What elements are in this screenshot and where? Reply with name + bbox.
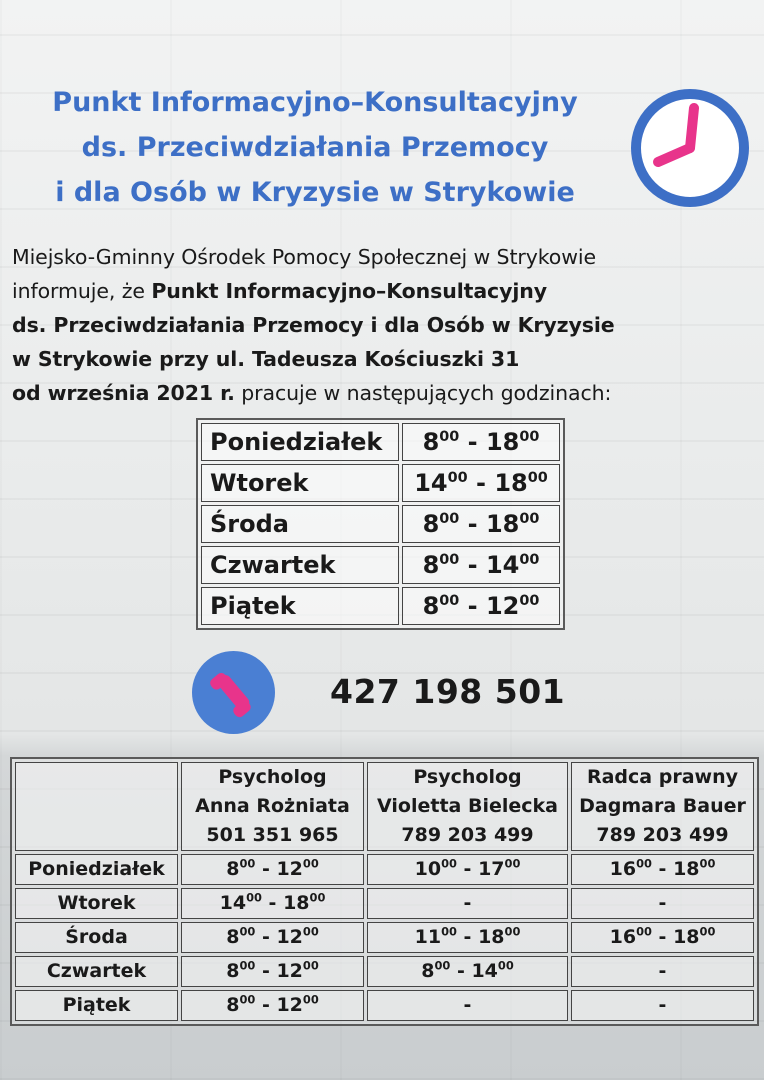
from-minute: 00 (439, 593, 460, 609)
to-hour: 17 (478, 858, 505, 880)
clock-icon (628, 86, 752, 210)
intro-line-1: Miejsko-Gminny Ośrodek Pomocy Społecznej w Strykowie (12, 245, 597, 269)
to-minute: 00 (527, 470, 548, 486)
intro-text (12, 240, 760, 410)
no-hours-dash: - (463, 994, 472, 1016)
from-hour: 16 (609, 858, 637, 880)
from-hour: 8 (226, 994, 240, 1016)
from-hour: 8 (422, 510, 440, 538)
to-minute: 00 (302, 856, 319, 871)
to-minute: 00 (699, 856, 716, 871)
staff-header-3 (571, 762, 754, 851)
to-hour: 12 (276, 926, 303, 948)
staff-row (15, 922, 754, 953)
title-line-2: ds. Przeciwdziałania Przemocy (81, 132, 549, 163)
staff-row-day: Piątek (15, 990, 178, 1021)
staff-hours-cell: $8^{00} - 14^{00}$ (367, 956, 568, 987)
from-minute: 00 (439, 429, 460, 445)
to-hour: 14 (471, 960, 498, 982)
from-minute: 00 (636, 924, 652, 939)
staff-role: Radca prawny (586, 766, 738, 788)
to-hour: 18 (673, 858, 700, 880)
intro-line-3 (12, 308, 760, 342)
from-hour: 8 (422, 592, 440, 620)
staff-row-day: Czwartek (15, 956, 178, 987)
staff-name: Violetta Bielecka (377, 795, 558, 817)
to-minute: 00 (519, 593, 540, 609)
intro-line-2 (12, 274, 760, 308)
staff-phone[interactable]: 501 351 965 (206, 824, 339, 846)
opening-hours-table (196, 418, 565, 630)
staff-hours-cell: $11^{00} - 18^{00}$ (367, 922, 568, 953)
staff-header-1 (181, 762, 364, 851)
staff-hours-cell: $8^{00} - 12^{00}$ (181, 922, 364, 953)
staff-hours-cell (367, 888, 568, 919)
from-hour: 14 (219, 892, 247, 914)
intro-line-5-bold: od września 2021 r. (12, 381, 235, 405)
intro-line-3-bold: ds. Przeciwdziałania Przemocy i dla Osób w Kryzysie (12, 313, 615, 337)
from-minute: 00 (239, 856, 256, 871)
from-hour: 8 (226, 858, 240, 880)
staff-phone[interactable]: 789 203 499 (401, 824, 534, 846)
staff-row-day: Wtorek (15, 888, 178, 919)
to-hour: 12 (276, 994, 303, 1016)
hours-row (201, 423, 560, 461)
no-hours-dash: - (658, 994, 667, 1016)
staff-hours-cell: $10^{00} - 17^{00}$ (367, 854, 568, 885)
staff-hours-cell: $16^{00} - 18^{00}$ (571, 854, 754, 885)
staff-hours-cell: $8^{00} - 12^{00}$ (181, 990, 364, 1021)
to-hour: 18 (485, 510, 520, 538)
hours-day: Poniedziałek (201, 423, 399, 461)
to-minute: 00 (497, 958, 514, 973)
from-minute: 00 (447, 470, 468, 486)
from-hour: 8 (422, 428, 440, 456)
hours-row (201, 505, 560, 543)
staff-hours-cell (571, 888, 754, 919)
to-hour: 18 (283, 892, 310, 914)
from-minute: 00 (434, 958, 451, 973)
staff-hours-cell: $16^{00} - 18^{00}$ (571, 922, 754, 953)
hours-row (201, 546, 560, 584)
to-hour: 18 (478, 926, 505, 948)
intro-line-4-bold: w Strykowie przy ul. Tadeusza Kościuszki 31 (12, 347, 520, 371)
from-hour: 11 (414, 926, 442, 948)
staff-header-empty (15, 762, 178, 851)
from-hour: 8 (226, 926, 240, 948)
from-hour: 8 (226, 960, 240, 982)
to-minute: 00 (519, 552, 540, 568)
to-hour: 18 (673, 926, 700, 948)
staff-hours-cell (571, 956, 754, 987)
to-hour: 18 (494, 469, 528, 497)
staff-header-2 (367, 762, 568, 851)
from-minute: 00 (439, 552, 460, 568)
to-hour: 14 (485, 551, 520, 579)
to-minute: 00 (519, 511, 540, 527)
staff-row (15, 956, 754, 987)
staff-hours-cell: $14^{00} - 18^{00}$ (181, 888, 364, 919)
no-hours-dash: - (658, 960, 667, 982)
to-hour: 12 (276, 858, 303, 880)
to-minute: 00 (302, 992, 319, 1007)
from-minute: 00 (246, 890, 262, 905)
hours-time: $14^{00} - 18^{00}$ (402, 464, 560, 502)
staff-phone[interactable]: 789 203 499 (596, 824, 729, 846)
from-hour: 16 (609, 926, 637, 948)
hours-day: Piątek (201, 587, 399, 625)
from-minute: 00 (636, 856, 652, 871)
from-minute: 00 (239, 992, 256, 1007)
from-minute: 00 (239, 958, 256, 973)
from-minute: 00 (439, 511, 460, 527)
to-hour: 12 (276, 960, 303, 982)
intro-line-2-plain: informuje, że (12, 279, 152, 303)
intro-line-5 (12, 376, 760, 410)
to-minute: 00 (504, 856, 521, 871)
staff-schedule-table (10, 757, 759, 1026)
to-minute: 00 (309, 890, 326, 905)
to-hour: 18 (485, 428, 520, 456)
from-minute: 00 (441, 856, 457, 871)
staff-header-row (15, 762, 754, 851)
hours-time: $8^{00} - 18^{00}$ (402, 423, 560, 461)
staff-row-day: Środa (15, 922, 178, 953)
from-hour: 14 (414, 469, 448, 497)
staff-name: Dagmara Bauer (579, 795, 746, 817)
staff-row (15, 854, 754, 885)
from-minute: 00 (441, 924, 457, 939)
from-minute: 00 (239, 924, 256, 939)
hours-day: Środa (201, 505, 399, 543)
from-hour: 10 (414, 858, 442, 880)
to-minute: 00 (519, 429, 540, 445)
phone-icon (192, 651, 275, 734)
title-line-3: i dla Osób w Kryzysie w Strykowie (55, 177, 575, 208)
no-hours-dash: - (658, 892, 667, 914)
staff-row-day: Poniedziałek (15, 854, 178, 885)
from-hour: 8 (421, 960, 435, 982)
hours-time: $8^{00} - 18^{00}$ (402, 505, 560, 543)
no-hours-dash: - (463, 892, 472, 914)
staff-row (15, 990, 754, 1021)
staff-name: Anna Rożniata (195, 795, 350, 817)
hours-day: Wtorek (201, 464, 399, 502)
staff-hours-cell (367, 990, 568, 1021)
phone-badge (192, 651, 275, 734)
hours-day: Czwartek (201, 546, 399, 584)
intro-line-5-plain: pracuje w następujących godzinach: (234, 381, 612, 405)
staff-hours-cell: $8^{00} - 12^{00}$ (181, 956, 364, 987)
to-minute: 00 (302, 958, 319, 973)
hours-time: $8^{00} - 14^{00}$ (402, 546, 560, 584)
to-hour: 12 (485, 592, 520, 620)
title-line-1: Punkt Informacyjno–Konsultacyjny (52, 87, 578, 118)
staff-role: Psycholog (413, 766, 522, 788)
intro-line-4 (12, 342, 760, 376)
intro-line-2-bold: Punkt Informacyjno–Konsultacyjny (151, 279, 548, 303)
hours-time: $8^{00} - 12^{00}$ (402, 587, 560, 625)
hours-row (201, 587, 560, 625)
poster-title (0, 80, 630, 215)
staff-hours-cell (571, 990, 754, 1021)
from-hour: 8 (422, 551, 440, 579)
to-minute: 00 (302, 924, 319, 939)
phone-number[interactable]: 427 198 501 (330, 672, 566, 711)
staff-row (15, 888, 754, 919)
staff-role: Psycholog (218, 766, 327, 788)
hours-row (201, 464, 560, 502)
to-minute: 00 (504, 924, 521, 939)
to-minute: 00 (699, 924, 716, 939)
staff-hours-cell: $8^{00} - 12^{00}$ (181, 854, 364, 885)
